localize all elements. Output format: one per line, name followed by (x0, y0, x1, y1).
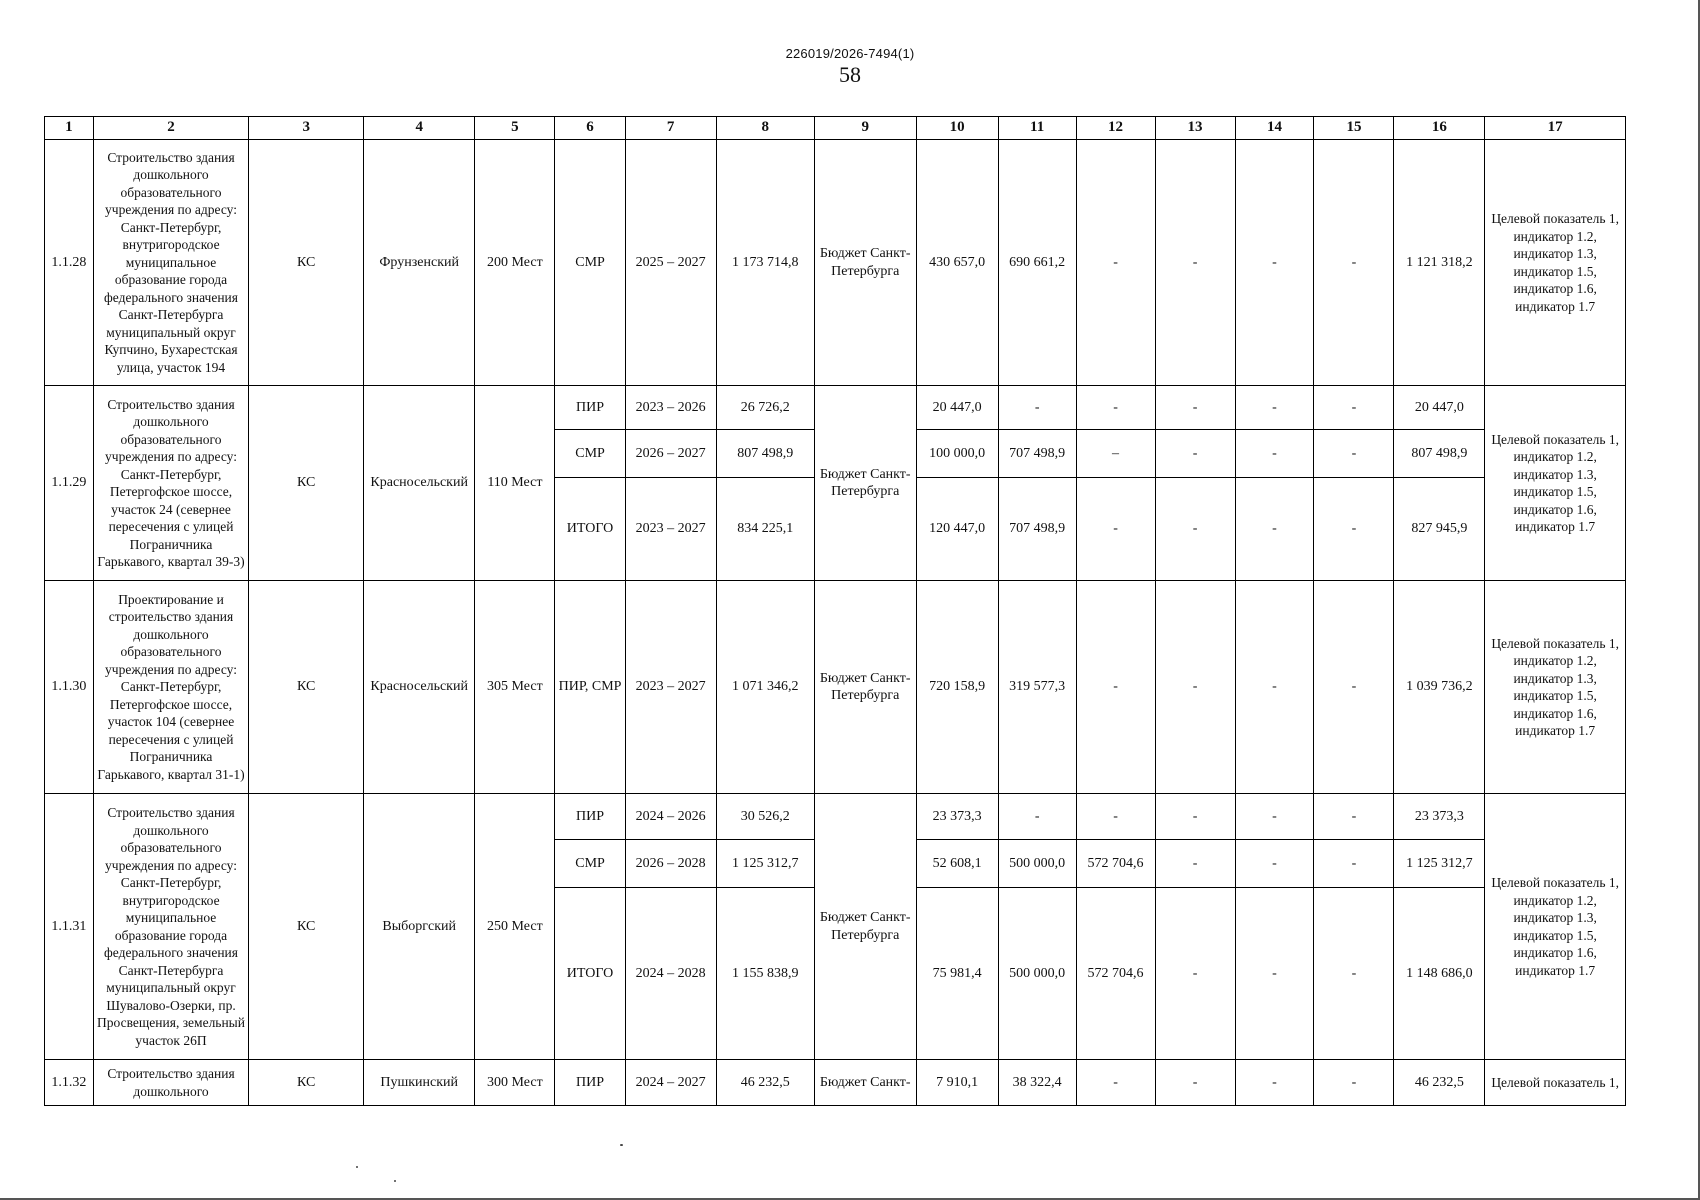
cell-value: - (1076, 794, 1155, 840)
scan-speck (620, 1144, 623, 1146)
total-cost: 834 225,1 (716, 478, 814, 581)
table-row (45, 581, 1626, 794)
cell-value: - (1155, 386, 1235, 430)
column-header: 3 (249, 117, 364, 140)
cell-value: - (1235, 840, 1314, 888)
cell-value: - (1235, 794, 1314, 840)
cell-value: - (1235, 1060, 1314, 1106)
district: Красносельский (364, 581, 475, 794)
cell-value: - (1314, 140, 1394, 386)
cell-value: - (1155, 794, 1235, 840)
table-row (45, 1060, 1626, 1106)
indicators: Целевой показатель 1, индикатор 1.2, индикатор 1.3, индикатор 1.5, индикатор 1.6, индикатор 1.7 (1485, 140, 1626, 386)
stage: СМР (555, 840, 625, 888)
column-header: 14 (1235, 117, 1314, 140)
column-header: 13 (1155, 117, 1235, 140)
cell-value: 707 498,9 (998, 478, 1076, 581)
cell-value: 20 447,0 (916, 386, 998, 430)
column-header: 9 (814, 117, 916, 140)
cell-value: 572 704,6 (1076, 840, 1155, 888)
period: 2026 – 2027 (625, 430, 716, 478)
cell-value: - (1155, 430, 1235, 478)
cell-value: 52 608,1 (916, 840, 998, 888)
cell-value: 1 121 318,2 (1394, 140, 1485, 386)
cell-value: 46 232,5 (1394, 1060, 1485, 1106)
cell-value: 319 577,3 (998, 581, 1076, 794)
object-type: КС (249, 386, 364, 581)
cell-value: 1 125 312,7 (1394, 840, 1485, 888)
cell-value: - (1155, 581, 1235, 794)
cell-value: 807 498,9 (1394, 430, 1485, 478)
column-header: 12 (1076, 117, 1155, 140)
funding-source: Бюджет Санкт-Петербурга (814, 794, 916, 1060)
indicators: Целевой показатель 1, индикатор 1.2, индикатор 1.3, индикатор 1.5, индикатор 1.6, индикатор 1.7 (1485, 386, 1626, 581)
column-header: 10 (916, 117, 998, 140)
total-cost: 1 155 838,9 (716, 888, 814, 1060)
period: 2023 – 2027 (625, 581, 716, 794)
document-id: 226019/2026-7494(1) (785, 46, 915, 61)
object-name: Строительство здания дошкольного образовательного учреждения по адресу: Санкт-Петербург, внутригородское муниципальное образование города федерального значения Санкт-Петербурга муниципальный округ Купчино, Бухарестская улица, участок 194 (93, 140, 249, 386)
cell-value: - (1314, 1060, 1394, 1106)
total-cost: 1 071 346,2 (716, 581, 814, 794)
program-table (44, 116, 1626, 1106)
cell-value: - (1076, 581, 1155, 794)
funding-source: Бюджет Санкт-Петербурга (814, 386, 916, 581)
cell-value: - (1155, 1060, 1235, 1106)
cell-value: 1 039 736,2 (1394, 581, 1485, 794)
stage: ПИР (555, 794, 625, 840)
row-number: 1.1.30 (45, 581, 94, 794)
scan-speck (394, 1180, 396, 1182)
cell-value: 707 498,9 (998, 430, 1076, 478)
cell-value: - (1314, 840, 1394, 888)
total-cost: 1 173 714,8 (716, 140, 814, 386)
cell-value: 720 158,9 (916, 581, 998, 794)
cell-value: - (1155, 840, 1235, 888)
column-header: 8 (716, 117, 814, 140)
cell-value: 120 447,0 (916, 478, 998, 581)
object-type: КС (249, 1060, 364, 1106)
object-name: Строительство здания дошкольного (93, 1060, 249, 1106)
cell-value: - (1076, 1060, 1155, 1106)
row-number: 1.1.28 (45, 140, 94, 386)
cell-value: - (1314, 386, 1394, 430)
total-cost: 1 125 312,7 (716, 840, 814, 888)
capacity: 250 Мест (475, 794, 555, 1060)
stage: СМР (555, 140, 625, 386)
capacity: 200 Мест (475, 140, 555, 386)
cell-value: - (1155, 888, 1235, 1060)
stage: ИТОГО (555, 888, 625, 1060)
cell-value: 38 322,4 (998, 1060, 1076, 1106)
funding-source: Бюджет Санкт-Петербурга (814, 140, 916, 386)
cell-value: - (998, 794, 1076, 840)
object-name: Проектирование и строительство здания дошкольного образовательного учреждения по адресу: Санкт-Петербург, Петергофское шоссе, участок 104 (севернее пересечения с улицей Пограничника Гарькавого, квартал 31-1) (93, 581, 249, 794)
page-number: 58 (839, 62, 861, 87)
cell-value: 23 373,3 (916, 794, 998, 840)
cell-value: 572 704,6 (1076, 888, 1155, 1060)
cell-value: - (1235, 581, 1314, 794)
cell-value: - (1155, 478, 1235, 581)
cell-value: 430 657,0 (916, 140, 998, 386)
column-header: 17 (1485, 117, 1626, 140)
district: Пушкинский (364, 1060, 475, 1106)
table-row (45, 386, 1626, 430)
cell-value: - (998, 386, 1076, 430)
column-header: 15 (1314, 117, 1394, 140)
total-cost: 30 526,2 (716, 794, 814, 840)
cell-value: - (1235, 888, 1314, 1060)
table-row (45, 794, 1626, 840)
capacity: 305 Мест (475, 581, 555, 794)
object-type: КС (249, 140, 364, 386)
cell-value: - (1076, 140, 1155, 386)
cell-value: - (1314, 430, 1394, 478)
object-name: Строительство здания дошкольного образовательного учреждения по адресу: Санкт-Петербург, Петергофское шоссе, участок 24 (севернее пересечения с улицей Пограничника Гарькавого, квартал 39-3) (93, 386, 249, 581)
cell-value: 827 945,9 (1394, 478, 1485, 581)
stage: ИТОГО (555, 478, 625, 581)
cell-value: 7 910,1 (916, 1060, 998, 1106)
cell-value: - (1235, 140, 1314, 386)
cell-value: 690 661,2 (998, 140, 1076, 386)
capacity: 110 Мест (475, 386, 555, 581)
stage: ПИР (555, 1060, 625, 1106)
row-number: 1.1.32 (45, 1060, 94, 1106)
cell-value: - (1235, 430, 1314, 478)
column-header: 2 (93, 117, 249, 140)
funding-source: Бюджет Санкт-Петербурга (814, 581, 916, 794)
district: Фрунзенский (364, 140, 475, 386)
funding-source: Бюджет Санкт- (814, 1060, 916, 1106)
cell-value: - (1314, 581, 1394, 794)
column-header: 6 (555, 117, 625, 140)
total-cost: 807 498,9 (716, 430, 814, 478)
total-cost: 26 726,2 (716, 386, 814, 430)
column-header: 7 (625, 117, 716, 140)
column-header: 1 (45, 117, 94, 140)
cell-value: – (1076, 430, 1155, 478)
period: 2026 – 2028 (625, 840, 716, 888)
stage: ПИР, СМР (555, 581, 625, 794)
column-header: 4 (364, 117, 475, 140)
period: 2025 – 2027 (625, 140, 716, 386)
indicators: Целевой показатель 1, индикатор 1.2, индикатор 1.3, индикатор 1.5, индикатор 1.6, индикатор 1.7 (1485, 581, 1626, 794)
row-number: 1.1.29 (45, 386, 94, 581)
cell-value: - (1235, 478, 1314, 581)
period: 2023 – 2026 (625, 386, 716, 430)
cell-value: 500 000,0 (998, 840, 1076, 888)
period: 2023 – 2027 (625, 478, 716, 581)
cell-value: - (1235, 386, 1314, 430)
cell-value: 500 000,0 (998, 888, 1076, 1060)
cell-value: 20 447,0 (1394, 386, 1485, 430)
column-header: 11 (998, 117, 1076, 140)
cell-value: - (1314, 794, 1394, 840)
district: Выборгский (364, 794, 475, 1060)
stage: ПИР (555, 386, 625, 430)
stage: СМР (555, 430, 625, 478)
cell-value: - (1076, 478, 1155, 581)
cell-value: 75 981,4 (916, 888, 998, 1060)
cell-value: 100 000,0 (916, 430, 998, 478)
scan-speck (356, 1166, 358, 1168)
period: 2024 – 2028 (625, 888, 716, 1060)
object-type: КС (249, 794, 364, 1060)
object-name: Строительство здания дошкольного образовательного учреждения по адресу: Санкт-Петербург, внутригородское муниципальное образование города федерального значения Санкт-Петербурга муниципальный округ Шувалово-Озерки, пр. Просвещения, земельный участок 26П (93, 794, 249, 1060)
row-number: 1.1.31 (45, 794, 94, 1060)
period: 2024 – 2026 (625, 794, 716, 840)
cell-value: - (1314, 888, 1394, 1060)
cell-value: 23 373,3 (1394, 794, 1485, 840)
indicators: Целевой показатель 1, (1485, 1060, 1626, 1106)
column-header: 16 (1394, 117, 1485, 140)
period: 2024 – 2027 (625, 1060, 716, 1106)
cell-value: 1 148 686,0 (1394, 888, 1485, 1060)
object-type: КС (249, 581, 364, 794)
district: Красносельский (364, 386, 475, 581)
total-cost: 46 232,5 (716, 1060, 814, 1106)
cell-value: - (1076, 386, 1155, 430)
capacity: 300 Мест (475, 1060, 555, 1106)
cell-value: - (1155, 140, 1235, 386)
header-row (45, 117, 1626, 140)
cell-value: - (1314, 478, 1394, 581)
column-header: 5 (475, 117, 555, 140)
table-row (45, 140, 1626, 386)
indicators: Целевой показатель 1, индикатор 1.2, индикатор 1.3, индикатор 1.5, индикатор 1.6, индикатор 1.7 (1485, 794, 1626, 1060)
